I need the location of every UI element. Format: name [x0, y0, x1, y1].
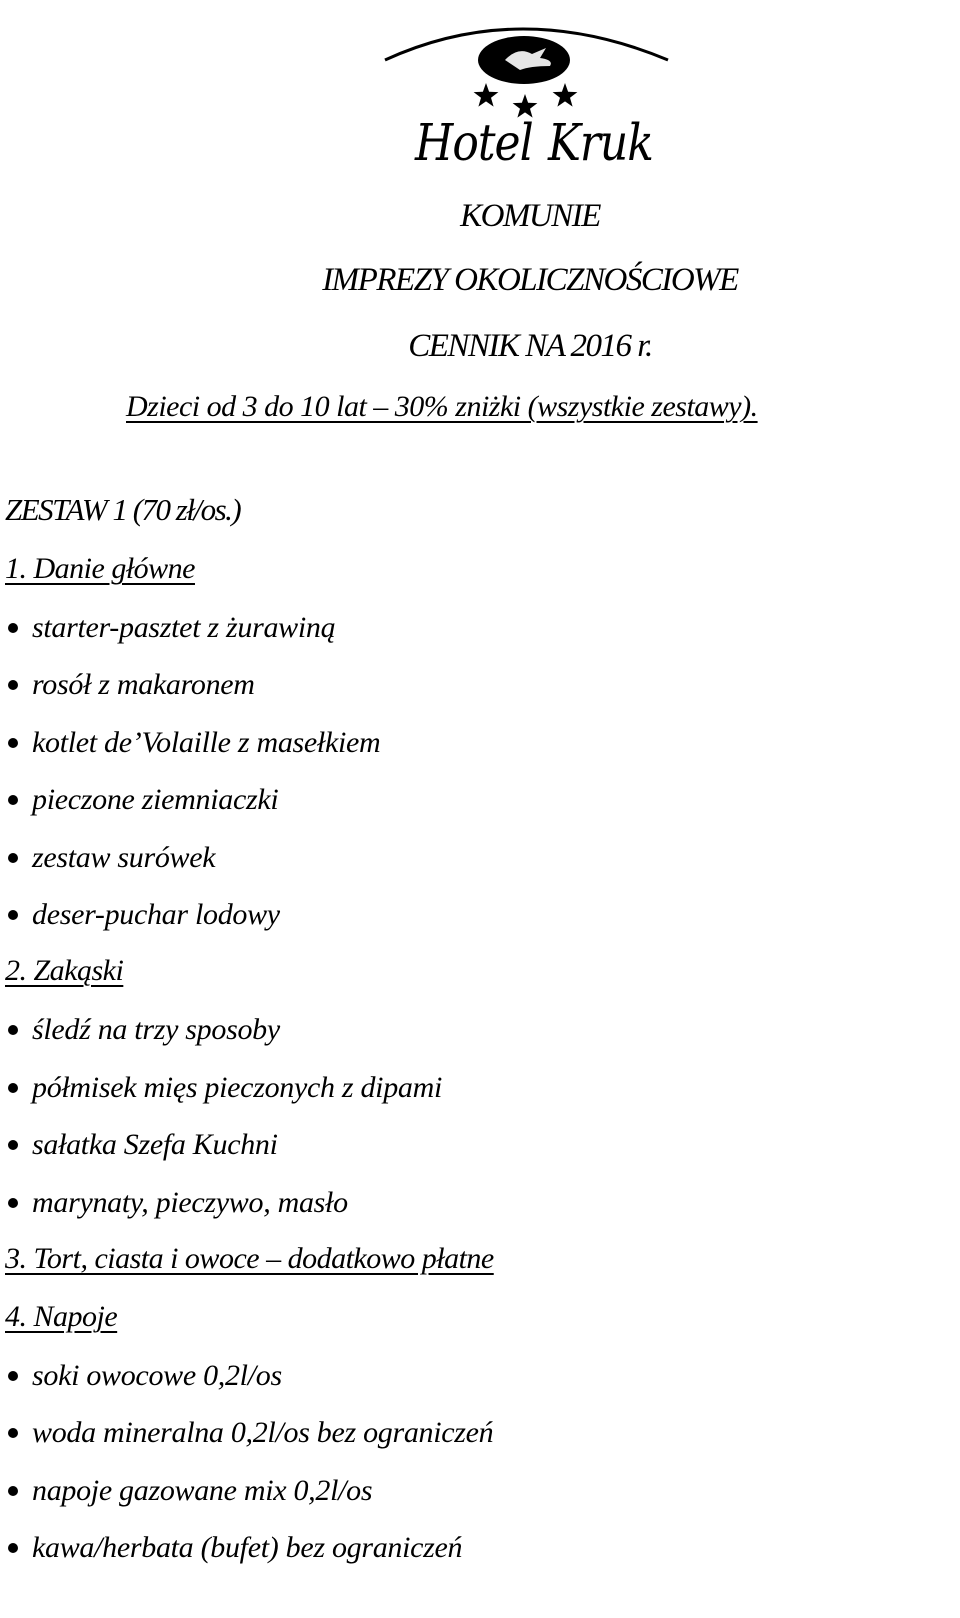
section-title-main-course: 1. Danie główne [5, 552, 195, 585]
bullet-icon [8, 1025, 18, 1035]
list-item: rosół z makaronem [8, 665, 255, 705]
bullet-icon [8, 853, 18, 863]
list-item: kawa/herbata (bufet) bez ograniczeń [8, 1528, 462, 1568]
list-item: deser-puchar lodowy [8, 895, 280, 935]
bullet-icon [8, 1198, 18, 1208]
bullet-icon [8, 910, 18, 920]
list-item: soki owocowe 0,2l/os [8, 1356, 282, 1396]
bullet-icon [8, 1140, 18, 1150]
section-title-drinks: 4. Napoje [5, 1300, 118, 1333]
star-icon [553, 83, 578, 107]
logo-word-hotel: Hotel [415, 114, 533, 173]
bullet-icon [8, 738, 18, 748]
heading-imprezy: IMPREZY OKOLICZNOŚCIOWE [322, 262, 738, 298]
section-title-starters: 2. Zakąski [5, 954, 124, 987]
list-item: pieczone ziemniaczki [8, 780, 278, 820]
bullet-icon [8, 1083, 18, 1093]
logo-word-kruk: Kruk [548, 114, 653, 173]
set-title: ZESTAW 1 (70 zł/os.) [5, 492, 241, 527]
bullet-icon [8, 680, 18, 690]
bullet-icon [8, 1371, 18, 1381]
heading-cennik: CENNIK NA 2016 r. [408, 328, 652, 364]
discount-note: Dzieci od 3 do 10 lat – 30% zniżki (wszystkie zestawy). [126, 390, 758, 423]
list-item: marynaty, pieczywo, masło [8, 1183, 348, 1223]
bullet-icon [8, 1543, 18, 1553]
list-item: starter-pasztet z żurawiną [8, 608, 335, 648]
list-item: półmisek mięs pieczonych z dipami [8, 1068, 442, 1108]
list-item: śledź na trzy sposoby [8, 1010, 280, 1050]
bullet-icon [8, 1486, 18, 1496]
list-item: sałatka Szefa Kuchni [8, 1125, 278, 1165]
list-item: kotlet de’Volaille z masełkiem [8, 723, 380, 763]
list-item: napoje gazowane mix 0,2l/os [8, 1471, 372, 1511]
section-title-cakes: 3. Tort, ciasta i owoce – dodatkowo płatne [5, 1242, 494, 1275]
star-icon [474, 83, 499, 107]
bullet-icon [8, 795, 18, 805]
logo-emblem [340, 10, 700, 120]
list-item: woda mineralna 0,2l/os bez ograniczeń [8, 1413, 493, 1453]
list-item: zestaw surówek [8, 838, 215, 878]
hotel-logo [340, 10, 700, 190]
bullet-icon [8, 1428, 18, 1438]
bullet-icon [8, 623, 18, 633]
heading-komunie: KOMUNIE [460, 198, 600, 234]
